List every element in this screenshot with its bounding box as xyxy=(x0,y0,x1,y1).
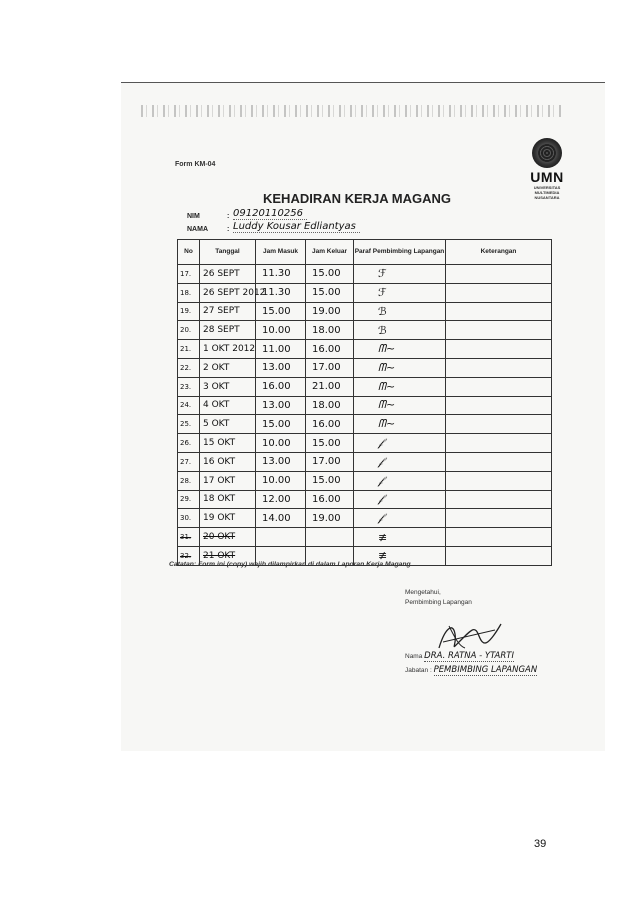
table-row xyxy=(178,452,552,471)
cell-jam-masuk: 10.00 xyxy=(256,321,306,340)
cell-no: 21. xyxy=(178,340,200,359)
cell-tanggal: 16 OKT xyxy=(200,452,256,471)
nama-field: NAMA : Luddy Kousar Edliantyas xyxy=(187,226,208,233)
paraf-signature: 𝒻 xyxy=(378,473,383,487)
cell-paraf xyxy=(354,302,446,321)
cell-jam-masuk: 13.00 xyxy=(256,358,306,377)
cell-jam-masuk: 13.00 xyxy=(256,396,306,415)
cell-keterangan xyxy=(446,528,552,547)
cell-jam-masuk: 12.00 xyxy=(256,490,306,509)
cell-paraf xyxy=(354,340,446,359)
nama-value: Luddy Kousar Edliantyas xyxy=(233,221,360,233)
cell-no: 24. xyxy=(178,396,200,415)
cell-tanggal: 4 OKT xyxy=(200,396,256,415)
table-row xyxy=(178,396,552,415)
cell-tanggal: 26 SEPT xyxy=(200,265,256,284)
cell-no: 30. xyxy=(178,509,200,528)
cell-jam-masuk: 11.30 xyxy=(256,283,306,302)
logo-text: UMN xyxy=(530,169,564,185)
cell-jam-masuk xyxy=(256,528,306,547)
cell-paraf xyxy=(354,265,446,284)
cell-jam-keluar: 15.00 xyxy=(306,283,354,302)
header-no: No xyxy=(178,240,200,265)
paraf-signature: ᗰ~ xyxy=(378,342,396,356)
table-row xyxy=(178,490,552,509)
cell-tanggal: 2 OKT xyxy=(200,358,256,377)
cell-jam-masuk: 16.00 xyxy=(256,377,306,396)
cell-keterangan xyxy=(446,415,552,434)
nim-value: 09120110256 xyxy=(233,208,307,220)
table-row xyxy=(178,283,552,302)
mengetahui-text: Mengetahui, xyxy=(405,589,441,596)
cell-tanggal: 18 OKT xyxy=(200,490,256,509)
cell-jam-keluar: 16.00 xyxy=(306,415,354,434)
cell-jam-keluar: 21.00 xyxy=(306,377,354,396)
cell-paraf xyxy=(354,415,446,434)
logo-sub-3: NUSANTARA xyxy=(534,195,560,200)
sign-nama-value: DRA. RATNA - YTARTI xyxy=(424,651,514,661)
cell-keterangan xyxy=(446,434,552,453)
cell-jam-keluar: 19.00 xyxy=(306,302,354,321)
header-jam-masuk: Jam Masuk xyxy=(256,240,306,265)
cell-no: 17. xyxy=(178,265,200,284)
catatan-note: Catatan: Form ini (copy) wajib dilampirkan di dalam Laporan Kerja Magang xyxy=(169,561,411,568)
header-jam-keluar: Jam Keluar xyxy=(306,240,354,265)
cell-jam-keluar: 18.00 xyxy=(306,321,354,340)
cell-jam-keluar: 17.00 xyxy=(306,358,354,377)
nim-label: NIM xyxy=(187,213,200,220)
cell-keterangan xyxy=(446,471,552,490)
logo-sub-2: MULTIMEDIA xyxy=(534,190,560,195)
cell-no: 31. xyxy=(178,528,200,547)
cell-paraf xyxy=(354,321,446,340)
nim-field: NIM : 09120110256 xyxy=(187,213,200,220)
cell-no: 23. xyxy=(178,377,200,396)
paraf-signature: ℱ xyxy=(378,286,387,300)
paraf-signature: ℬ xyxy=(378,304,387,318)
cell-no: 20. xyxy=(178,321,200,340)
paraf-signature: ᗰ~ xyxy=(378,379,396,393)
paraf-signature: ᗰ~ xyxy=(378,398,396,412)
header-paraf: Paraf Pembimbing Lapangan xyxy=(354,240,446,265)
cell-jam-keluar: 15.00 xyxy=(306,434,354,453)
table-row xyxy=(178,358,552,377)
cell-keterangan xyxy=(446,490,552,509)
cell-keterangan xyxy=(446,283,552,302)
cell-no: 32. xyxy=(178,546,200,565)
table-row xyxy=(178,528,552,547)
cell-paraf xyxy=(354,283,446,302)
paraf-signature: 𝒻 xyxy=(378,454,383,468)
paraf-signature: 𝒻 xyxy=(378,436,383,450)
header-tanggal: Tanggal xyxy=(200,240,256,265)
cell-paraf xyxy=(354,396,446,415)
cell-jam-keluar xyxy=(306,528,354,547)
cell-jam-masuk: 13.00 xyxy=(256,452,306,471)
cell-keterangan xyxy=(446,265,552,284)
cell-jam-masuk: 15.00 xyxy=(256,302,306,321)
cell-no: 29. xyxy=(178,490,200,509)
cell-jam-masuk: 11.00 xyxy=(256,340,306,359)
cell-paraf xyxy=(354,528,446,547)
cell-jam-keluar: 15.00 xyxy=(306,471,354,490)
attendance-table xyxy=(177,239,552,566)
pembimbing-text: Pembimbing Lapangan xyxy=(405,599,472,606)
cell-keterangan xyxy=(446,452,552,471)
cell-keterangan xyxy=(446,321,552,340)
table-row xyxy=(178,321,552,340)
cell-keterangan xyxy=(446,546,552,565)
jabatan-line: Jabatan : PEMBIMBING LAPANGAN xyxy=(405,665,538,675)
cell-paraf xyxy=(354,358,446,377)
table-row xyxy=(178,340,552,359)
cell-jam-keluar: 16.00 xyxy=(306,340,354,359)
cell-no: 22. xyxy=(178,358,200,377)
paraf-signature: ℱ xyxy=(378,267,387,281)
table-row xyxy=(178,415,552,434)
form-title: KEHADIRAN KERJA MAGANG xyxy=(263,191,452,206)
form-code: Form KM-04 xyxy=(175,161,216,168)
cell-jam-keluar: 19.00 xyxy=(306,509,354,528)
paraf-signature: 𝒻 xyxy=(378,511,383,525)
cell-no: 18. xyxy=(178,283,200,302)
cell-jam-keluar: 17.00 xyxy=(306,452,354,471)
cell-tanggal: 20 OKT xyxy=(200,528,256,547)
table-row xyxy=(178,377,552,396)
cell-keterangan xyxy=(446,302,552,321)
cell-jam-keluar: 18.00 xyxy=(306,396,354,415)
scanned-form xyxy=(121,82,605,751)
cell-keterangan xyxy=(446,396,552,415)
cell-no: 19. xyxy=(178,302,200,321)
cell-jam-masuk: 10.00 xyxy=(256,471,306,490)
cell-jam-masuk: 14.00 xyxy=(256,509,306,528)
cell-tanggal: 19 OKT xyxy=(200,509,256,528)
cell-tanggal: 28 SEPT xyxy=(200,321,256,340)
cell-no: 27. xyxy=(178,452,200,471)
header-keterangan: Keterangan xyxy=(446,240,552,265)
cell-keterangan xyxy=(446,358,552,377)
cell-jam-masuk: 15.00 xyxy=(256,415,306,434)
university-seal-icon xyxy=(532,138,562,168)
cell-paraf xyxy=(354,509,446,528)
cell-tanggal: 21 OKT xyxy=(200,546,256,565)
cell-paraf xyxy=(354,434,446,453)
cell-tanggal: 17 OKT xyxy=(200,471,256,490)
cell-tanggal: 5 OKT xyxy=(200,415,256,434)
paraf-signature: ≢ xyxy=(378,530,388,544)
cell-paraf xyxy=(354,452,446,471)
paraf-signature: ℬ xyxy=(378,323,387,337)
scan-noise xyxy=(141,105,561,117)
table-row xyxy=(178,509,552,528)
cell-no: 26. xyxy=(178,434,200,453)
cell-paraf xyxy=(354,377,446,396)
page-number: 39 xyxy=(534,838,547,850)
cell-paraf xyxy=(354,490,446,509)
cell-jam-keluar: 16.00 xyxy=(306,490,354,509)
cell-jam-masuk: 10.00 xyxy=(256,434,306,453)
cell-tanggal: 1 OKT 2012 xyxy=(200,340,256,359)
cell-keterangan xyxy=(446,377,552,396)
cell-jam-keluar: 15.00 xyxy=(306,265,354,284)
cell-tanggal: 15 OKT xyxy=(200,434,256,453)
paraf-signature: ᗰ~ xyxy=(378,360,396,374)
table-row xyxy=(178,471,552,490)
umn-logo xyxy=(526,138,568,218)
table-row xyxy=(178,265,552,284)
table-row xyxy=(178,434,552,453)
cell-paraf xyxy=(354,471,446,490)
paraf-signature: ᗰ~ xyxy=(378,417,396,431)
nama-line xyxy=(405,651,514,661)
cell-keterangan xyxy=(446,340,552,359)
cell-keterangan xyxy=(446,509,552,528)
cell-tanggal: 27 SEPT xyxy=(200,302,256,321)
logo-sub-1: UNIVERSITAS xyxy=(533,185,561,190)
table-row xyxy=(178,302,552,321)
sign-nama-label: Nama xyxy=(405,653,423,660)
signature-block xyxy=(405,588,472,608)
sign-jabatan-value: PEMBIMBING LAPANGAN xyxy=(433,665,538,675)
cell-jam-masuk: 11.30 xyxy=(256,265,306,284)
paraf-signature: ≢ xyxy=(378,549,388,563)
nama-label: NAMA xyxy=(187,226,208,233)
cell-no: 28. xyxy=(178,471,200,490)
sign-jabatan-label: Jabatan xyxy=(405,667,429,674)
paraf-signature: 𝒻 xyxy=(378,492,383,506)
table-header-row xyxy=(178,240,552,265)
cell-tanggal: 26 SEPT 2012 xyxy=(200,283,256,302)
cell-no: 25. xyxy=(178,415,200,434)
cell-tanggal: 3 OKT xyxy=(200,377,256,396)
